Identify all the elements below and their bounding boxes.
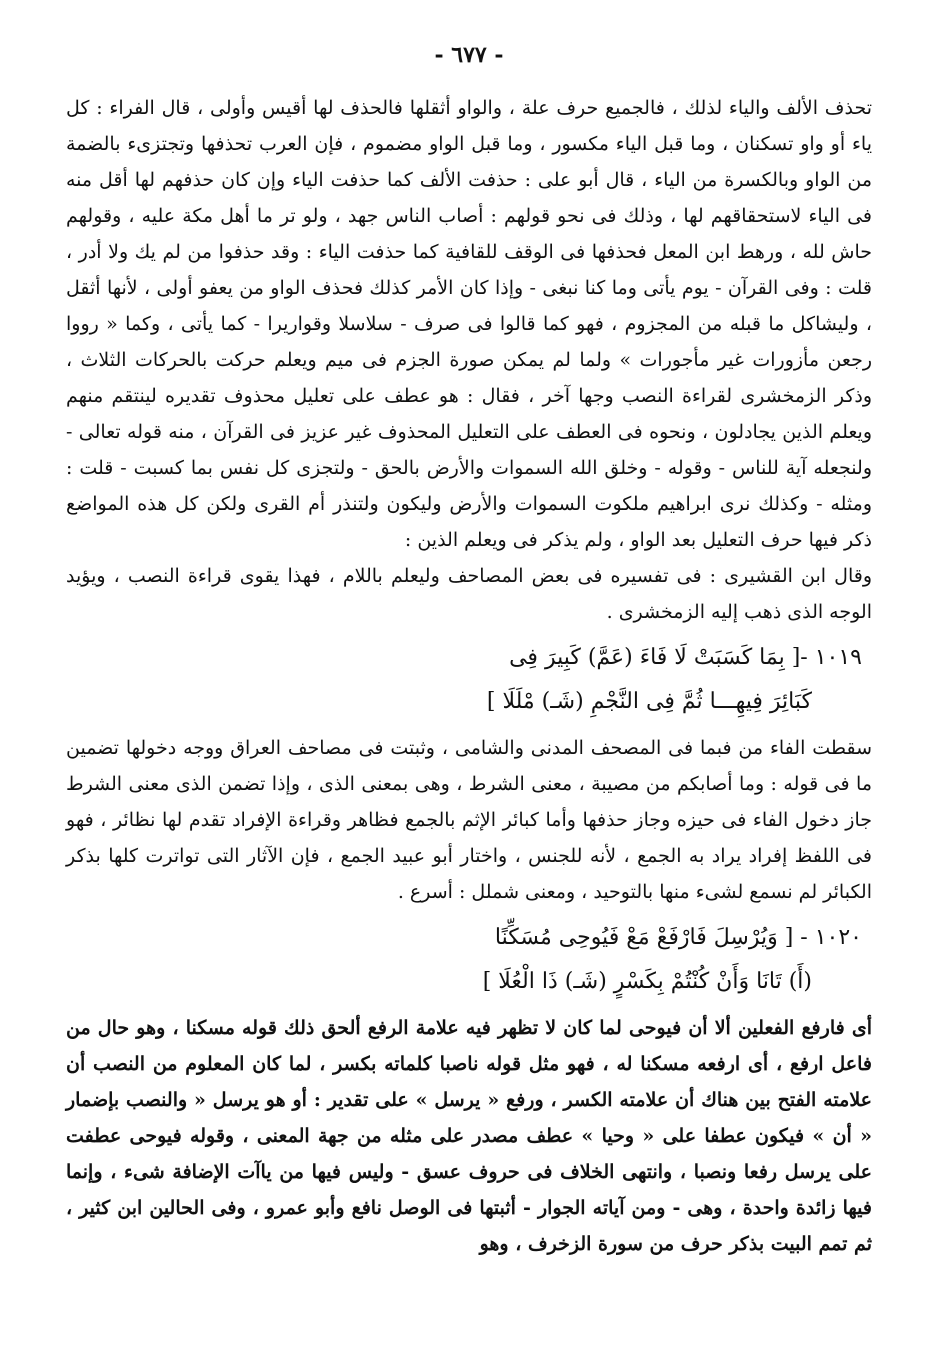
- page-number: - ٦٧٧ -: [434, 42, 504, 68]
- verse-line: (أَ) تَانَا وَأَنْ كُنْتُمْ بِكَسْرٍ (شَـ) ذَا الْعُلَا ]: [482, 969, 812, 994]
- paragraph-2: وقال ابن القشيرى : فى تفسيره فى بعض المصاحف وليعلم باللام ، فهذا يقوى قراءة النصب ، ويؤيد الوجه الذى ذهب إليه الزمخشرى .: [66, 565, 872, 623]
- verse-line: ١٠١٩ -[ بِمَا كَسَبَتْ لَا فَاءَ (عَمَّ) كَبِيرَ فِى: [509, 645, 862, 670]
- paragraph-1: تحذف الألف والياء لذلك ، فالجميع حرف علة ، والواو أثقلها فالحذف لها أقيس وأولى ، قال الفراء : كل ياء أو واو تسكنان ، وما قبل الياء مكسور ، وما قبل الواو مضموم ، فإن العرب تحذفها وتجتزىء بالضمة من الواو وبالكسرة من الياء ، قال أبو على : حذفت الألف كما حذفت الياء وإن كان حذفهم لها أقل منه فى الياء لاستحقاقهم لها ، وذلك فى نحو قولهم : أصاب الناس جهد ، ولو تر ما أهل مكة عليه ، وقولهم حاش لله ، ورهط ابن المعل فحذفها فى الوقف للقافية كما حذفت الياء : وقد حذفوا من لم يك ولا أدر ، قلت : وفى القرآن - يوم يأتى وما كنا نبغى - وإذا كان الأمر كذلك فحذف الواو من يعفو أولى ، لأنها أثقل ، وليشاكل ما قبله من المجزوم ، فهو كما قالوا فى صرف - سلاسلا وقواريرا - كما يأتى ، وكما « رووا رجعن مأزورات غير مأجورات » ولما لم يمكن صورة الجزم فى ميم ويعلم حركت بالحركات الثلاث ، وذكر الزمخشرى لقراءة النصب وجها آخر ، فقال : هو عطف على تعليل محذوف تقديره لينتقم منهم ويعلم الذين يجادلون ، ونحوه فى العطف على التعليل المحذوف غير عزيز فى القرآن ، منه قوله تعالى - ولنجعله آية للناس - وقوله - وخلق الله السموات والأرض بالحق - ولتجزى كل نفس بما كسبت - قلت : ومثله - وكذلك نرى ابراهيم ملكوت السموات والأرض وليكون ولتنذر أم القرى ولكن كل هذه المواضع ذكر فيها حرف التعليل بعد الواو ، ولم يذكر فى ويعلم الذين :: [66, 97, 872, 551]
- verse-1020: [66, 916, 872, 1004]
- verse-1019: [66, 636, 872, 724]
- verse-line: ١٠٢٠ - [ وَيُرْسِلَ فَارْفَعْ مَعْ فَيُوحِى مُسَكِّنًا: [494, 925, 862, 950]
- paragraph-3: سقطت الفاء من فبما فى المصحف المدنى والشامى ، وثبتت فى مصاحف العراق ووجه دخولها تضمين ما فى قوله : وما أصابكم من مصيبة ، معنى الشرط ، وهى بمعنى الذى ، وإذا تضمن الذى معنى الشرط جاز دخول الفاء فى حيزه وجاز حذفها وأما كبائر الإثم بالجمع فظاهر وقراءة الإفراد تقدم لها نظائر ، فهو فى اللفظ إفراد يراد به الجمع ، لأنه للجنس ، واختار أبو عبيد الجمع ، فإن الآثار التى تواترت كلها بذكر الكبائر لم نسمع لشىء منها بالتوحيد ، ومعنى شملل : أسرع .: [66, 737, 872, 903]
- paragraph-4: أى فارفع الفعلين ألا أن فيوحى لما كان لا تظهر فيه علامة الرفع ألحق ذلك قوله مسكنا ، وهو حال من فاعل ارفع ، أى ارفعه مسكنا له ، فهو مثل قوله ناصبا كلماته بكسر ، لما كان المعلوم من النصب أن علامته الفتح بين هناك أن علامته الكسر ، ورفع « يرسل » على تقدير : أو هو يرسل « والنصب بإضمار « أن » فيكون عطفا على « وحيا » عطف مصدر على مثله من جهة المعنى ، وقوله فيوحى عطفت على يرسل رفعا ونصبا ، وانتهى الخلاف فى حروف عسق - وليس فيها من ياآت الإضافة شىء ، وإنما فيها زائدة واحدة ، وهى - ومن آياته الجوار - أثبتها فى الوصل نافع وأبو عمرو ، وفى الحالين ابن كثير ، ثم تمم البيت بذكر حرف من سورة الزخرف ، وهو: [66, 1017, 872, 1255]
- verse-line: كَبَائِرَ فِيهِـــا ثُمَّ فِى النَّجْمِ (شَـ) مْلَلَا ]: [486, 689, 812, 714]
